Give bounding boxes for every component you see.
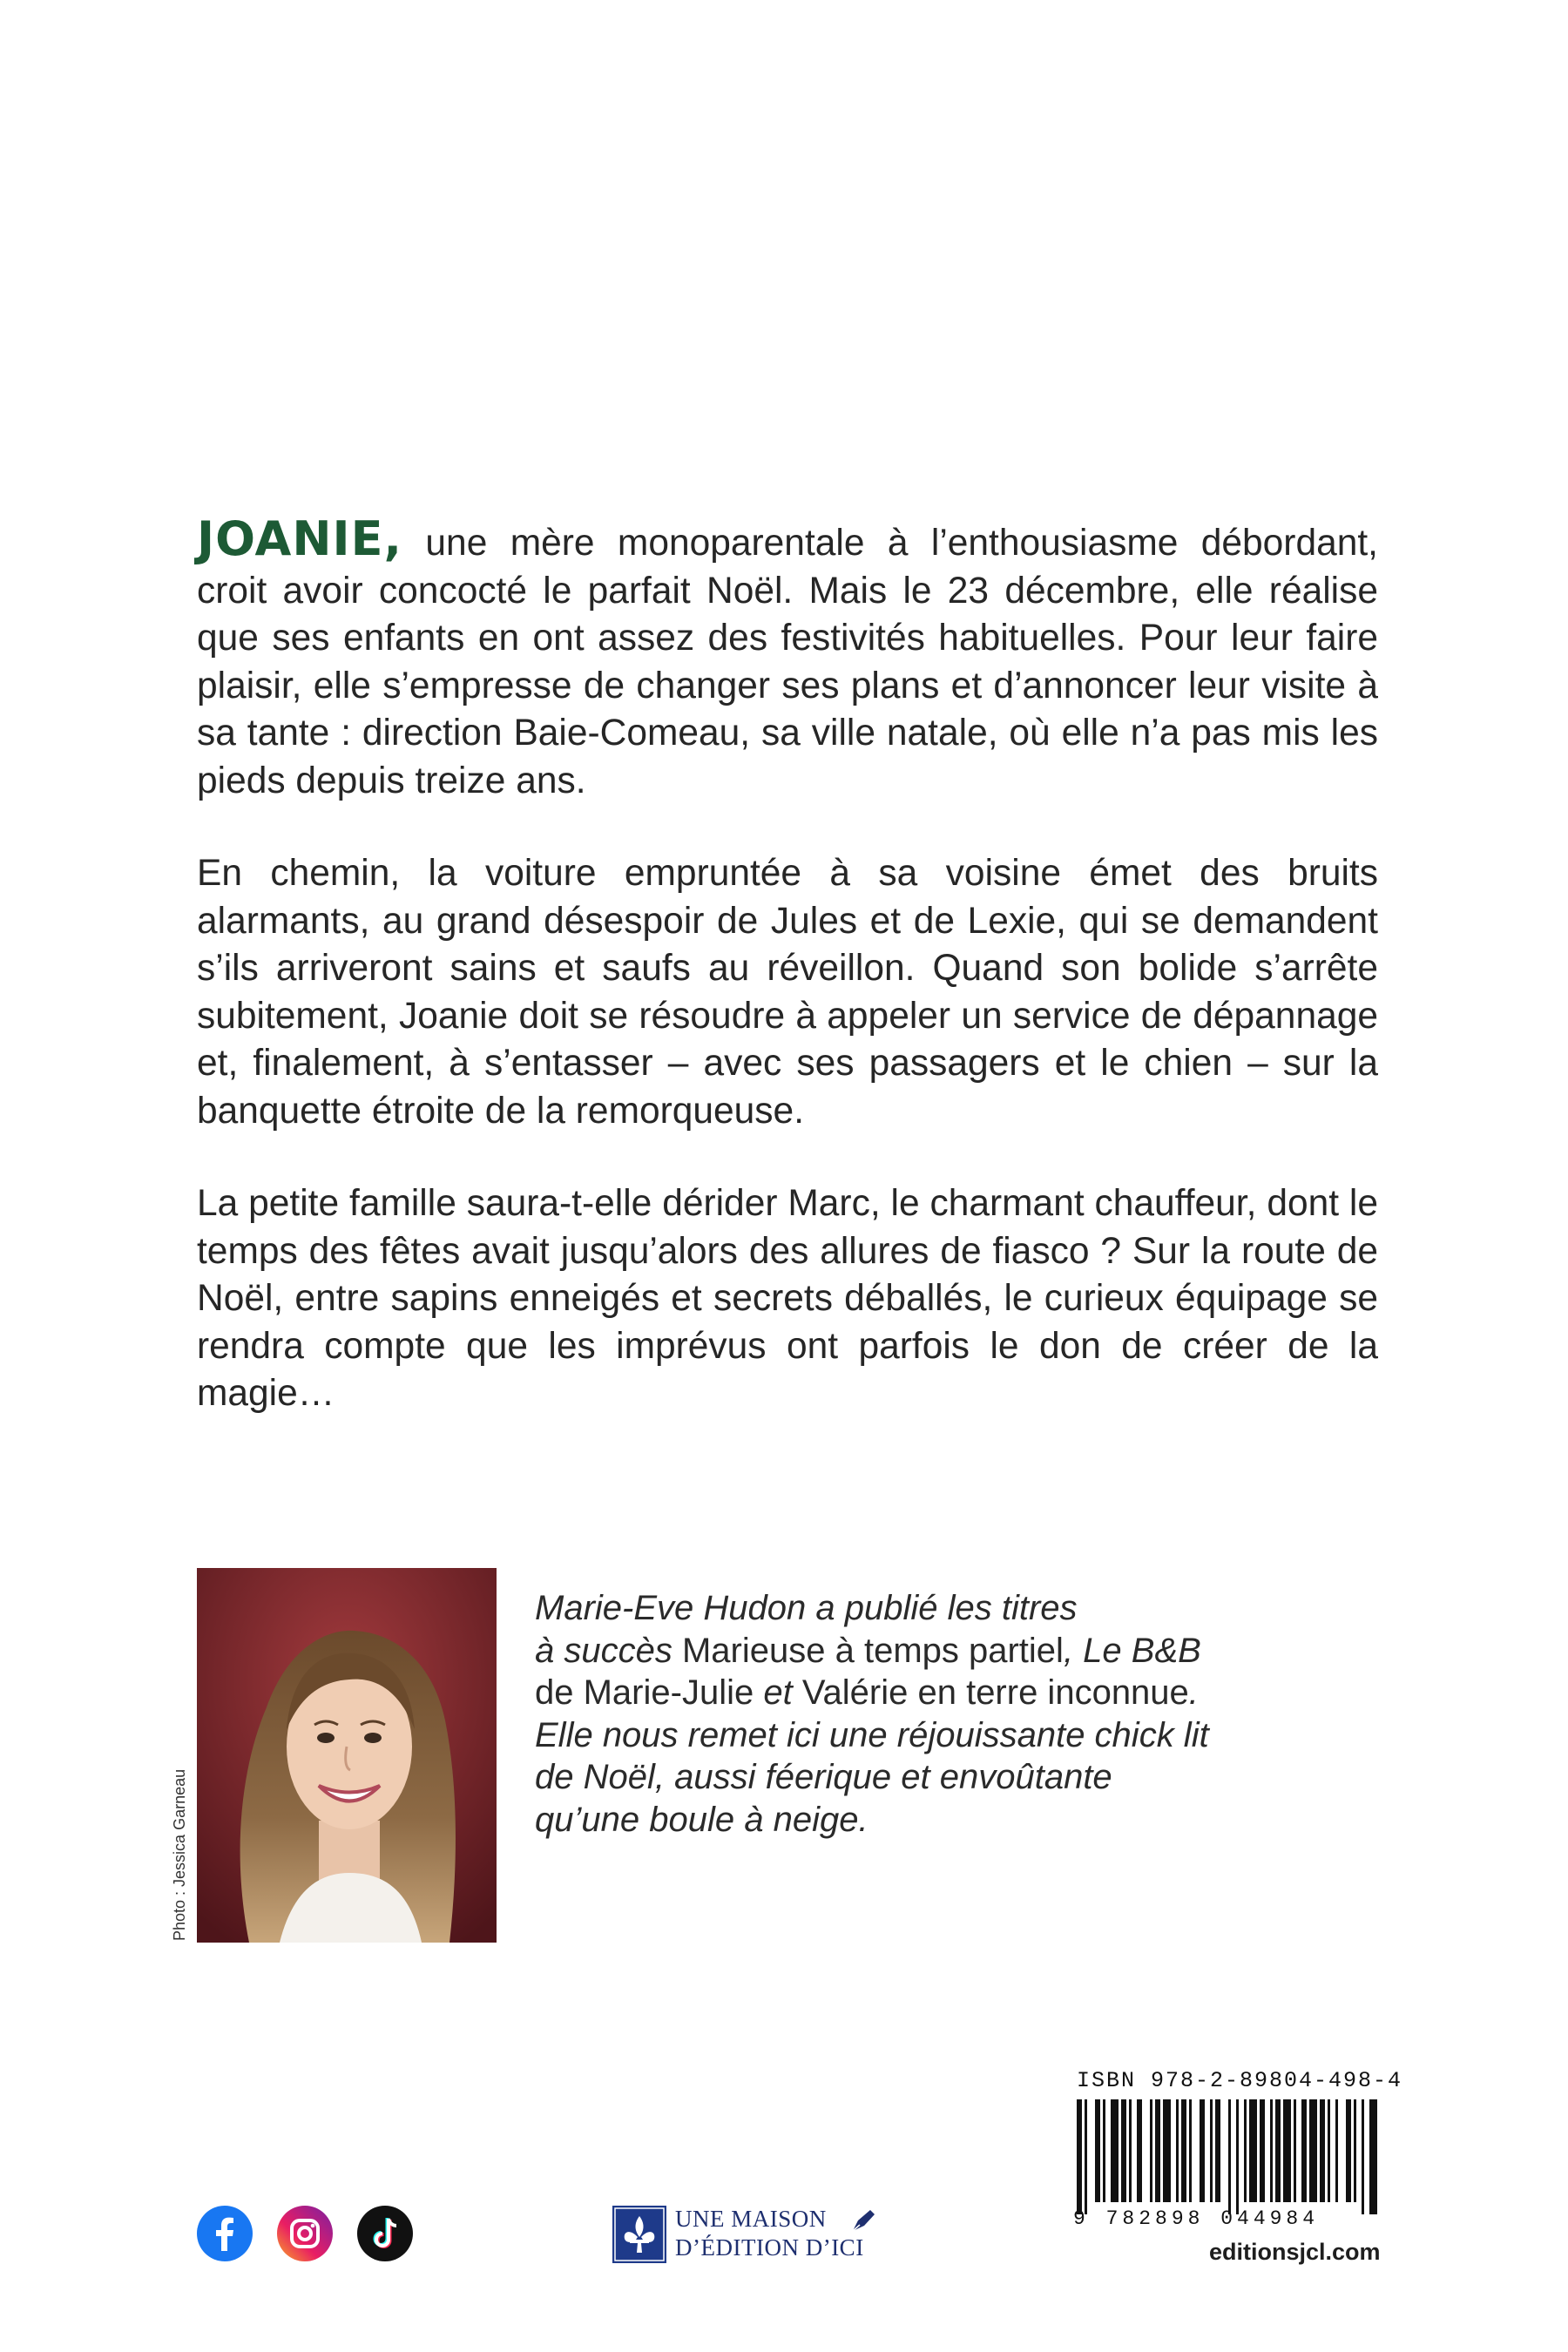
barcode-bar: [1320, 2099, 1325, 2202]
barcode-bar: [1111, 2099, 1119, 2202]
barcode-bar: [1249, 2099, 1257, 2202]
barcode-bar: [1163, 2099, 1171, 2202]
isbn-number: ISBN 978-2-89804-498-4: [1077, 2068, 1403, 2093]
barcode-digits: 9 782898 044984: [1073, 2207, 1320, 2230]
barcode-bar: [1189, 2099, 1192, 2202]
barcode-bar: [1095, 2099, 1100, 2202]
barcode-bar: [1103, 2099, 1105, 2202]
fleur-de-lis-icon: [612, 2206, 666, 2263]
barcode-bar: [1244, 2099, 1247, 2202]
barcode-bar: [1176, 2099, 1179, 2202]
barcode-bar: [1181, 2099, 1186, 2202]
barcode-bar: [1085, 2099, 1087, 2214]
barcode-bar: [1309, 2099, 1317, 2202]
instagram-icon[interactable]: [277, 2206, 333, 2261]
barcode-bar: [1150, 2099, 1152, 2202]
publisher-line-1: UNE MAISON: [675, 2206, 827, 2232]
barcode-bar: [1301, 2099, 1307, 2202]
barcode-bar: [1335, 2099, 1338, 2202]
barcode-bar: [1121, 2099, 1126, 2202]
bio-line-4: Elle nous remet ici une réjouissante chick lit: [535, 1715, 1209, 1754]
barcode-bar: [1137, 2099, 1142, 2202]
barcode-bar: [1236, 2099, 1239, 2214]
photo-credit: Photo : Jessica Garneau: [171, 1768, 188, 1941]
barcode-bar: [1129, 2099, 1132, 2202]
barcode-bar: [1346, 2099, 1351, 2202]
barcode-bar: [1077, 2099, 1082, 2214]
blurb-paragraph-2: En chemin, la voiture empruntée à sa voisine émet des bruits alarmants, au grand désespoir de Jules et de Lexie, qui se demandent s’ils arriveront sains et saufs au réveillon. Quand son bolide s’arrête subitement, Joanie doit se résoudre à appeler un service de dépannage et, finalement, à s’entasser – avec ses passagers et le chien – sur la banquette étroite de la remorqueuse.: [197, 853, 1378, 1132]
barcode-bar: [1328, 2099, 1330, 2202]
back-cover-blurb: [197, 511, 1378, 1463]
bio-line-5: de Noël, aussi féerique et envoûtante: [535, 1758, 1112, 1796]
barcode-bar: [1275, 2099, 1281, 2202]
bio-line-3: de Marie-Julie et Valérie en terre inconnue.: [535, 1673, 1199, 1712]
blurb-paragraph-3: La petite famille saura-t-elle dérider Marc, le charmant chauffeur, dont le temps des fêtes avait jusqu’alors des allures de fiasco ? Sur la route de Noël, entre sapins enneigés et secrets déballés, le curieux équipage se rendra compte que les imprévus ont parfois le don de créer de la magie…: [197, 1183, 1378, 1414]
bio-line-6: qu’une boule à neige.: [535, 1800, 868, 1839]
publisher-line-2: D’ÉDITION D’ICI: [675, 2234, 864, 2261]
barcode-bar: [1215, 2099, 1220, 2202]
facebook-icon[interactable]: [197, 2206, 253, 2261]
blurb-paragraph-1: [197, 511, 1378, 805]
barcode-bar: [1362, 2099, 1364, 2214]
author-bio: [535, 1587, 1319, 1841]
author-portrait-illustration: [197, 1568, 497, 1943]
barcode-bar: [1260, 2099, 1265, 2202]
barcode-bar: [1200, 2099, 1205, 2202]
barcode-bar: [1294, 2099, 1296, 2202]
bio-line-2: à succès Marieuse à temps partiel, Le B&B: [535, 1631, 1201, 1670]
publisher-website: editionsjcl.com: [1209, 2239, 1381, 2265]
barcode-bar: [1369, 2099, 1377, 2214]
barcode-bar: [1354, 2099, 1356, 2202]
barcode-bar: [1210, 2099, 1213, 2202]
barcode-bar: [1270, 2099, 1273, 2202]
barcode-bar: [1155, 2099, 1160, 2202]
barcode-bar: [1283, 2099, 1291, 2202]
tiktok-icon[interactable]: [357, 2206, 413, 2261]
lead-name: JOANIE,: [197, 511, 403, 566]
barcode-bar: [1228, 2099, 1231, 2214]
author-photo: [197, 1568, 497, 1943]
barcode: [1077, 2099, 1380, 2214]
bio-line-1: Marie-Eve Hudon a publié les titres: [535, 1589, 1078, 1627]
fountain-pen-icon: [849, 2207, 877, 2234]
blurb-paragraph-1-text: une mère monoparentale à l’enthousiasme débordant, croit avoir concocté le parfait Noël. Mais le 23 décembre, elle réalise que ses enfants en ont assez des festivités habituelles. Pour leur faire plaisir, elle s’empresse de changer ses plans et d’annoncer leur visite à sa tante : direction Baie-Comeau, sa ville natale, où elle n’a pas mis les pieds depuis treize ans.: [197, 523, 1378, 801]
